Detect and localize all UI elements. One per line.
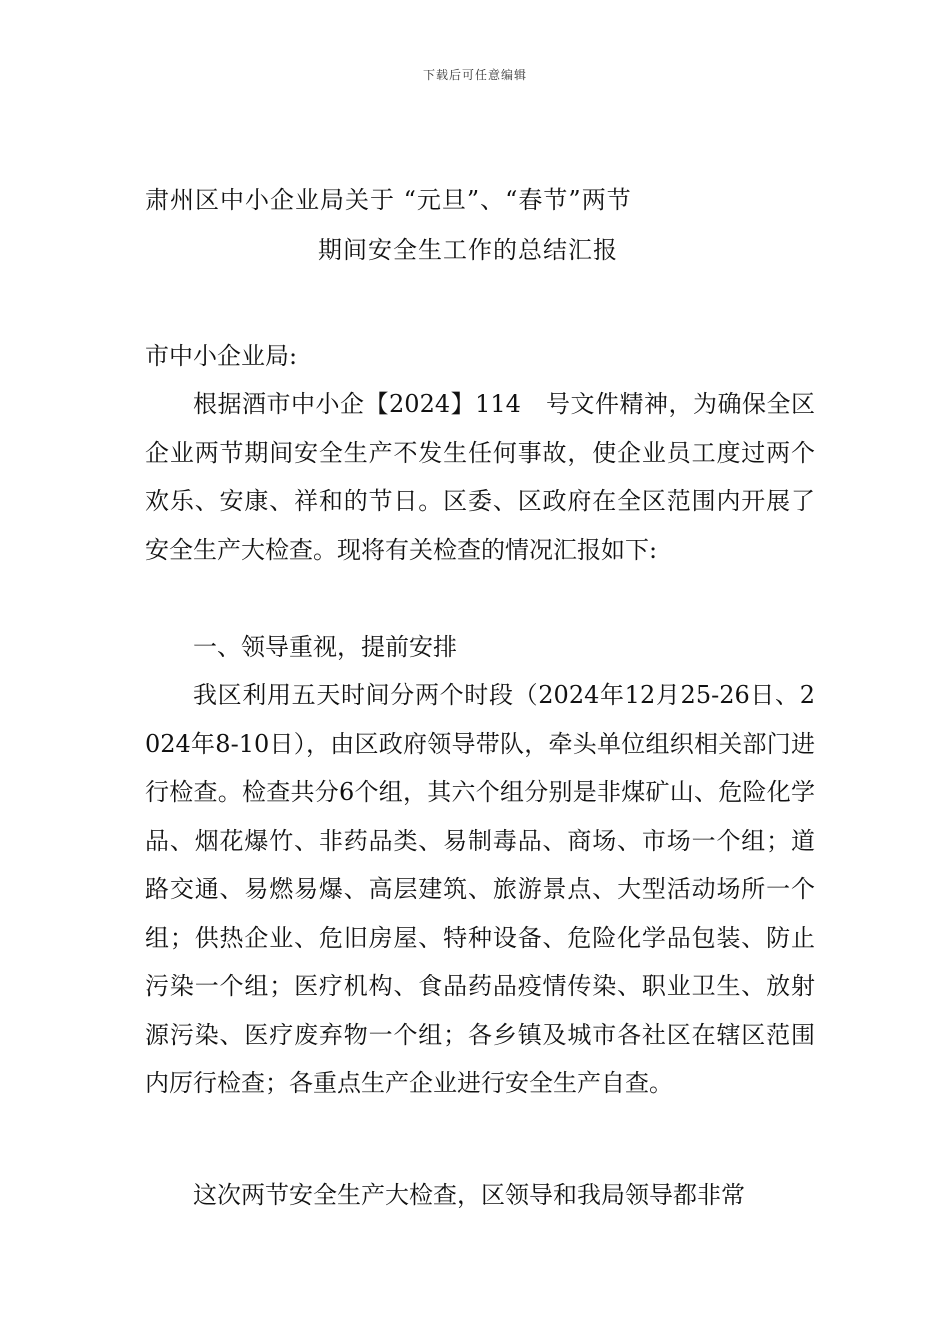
body-paragraph-1 (145, 380, 815, 574)
paragraph-text: 我区利用五天时间分两个时段（2024年12月25-26日、2024年8-10日），由区政府领导带队，牵头单位组织相关部门进行检查。检查共分6个组，其六个组分别是非煤矿山、危险化学品、烟花爆竹、非药品类、易制毒品、商场、市场一个组；道路交通、易燃易爆、高层建筑、旅游景点、大型活动场所一个组；供热企业、危旧房屋、特种设备、危险化学品包装、防止污染一个组；医疗机构、食品药品疫情传染、职业卫生、放射源污染、医疗废弃物一个组；各乡镇及城市各社区在辖区范围内厉行检查；各重点生产企业进行安全生产自查。 (145, 681, 815, 1097)
salutation: 市中小企业局: (145, 342, 298, 370)
paragraph-text: 这次两节安全生产大检查，区领导和我局领导都非常 (193, 1181, 745, 1209)
body-paragraph-2 (145, 671, 815, 1108)
document-title-line-1: 肃州区中小企业局关于 “元旦”、“春节”两节 (145, 186, 632, 214)
paragraph-text: 根据酒市中小企【2024】114 号文件精神，为确保全区企业两节期间安全生产不发生任何事故，使企业员工度过两个欢乐、安康、祥和的节日。区委、区政府在全区范围内开展了安全生产大检查。现将有关检查的情况汇报如下: (145, 390, 815, 564)
body-paragraph-3 (145, 1171, 815, 1220)
section-heading-1 (145, 623, 815, 672)
document-title-line-2: 期间安全生工作的总结汇报 (318, 236, 618, 264)
header-note: 下载后可任意编辑 (422, 68, 527, 82)
section-heading-text: 一、领导重视，提前安排 (193, 633, 457, 661)
